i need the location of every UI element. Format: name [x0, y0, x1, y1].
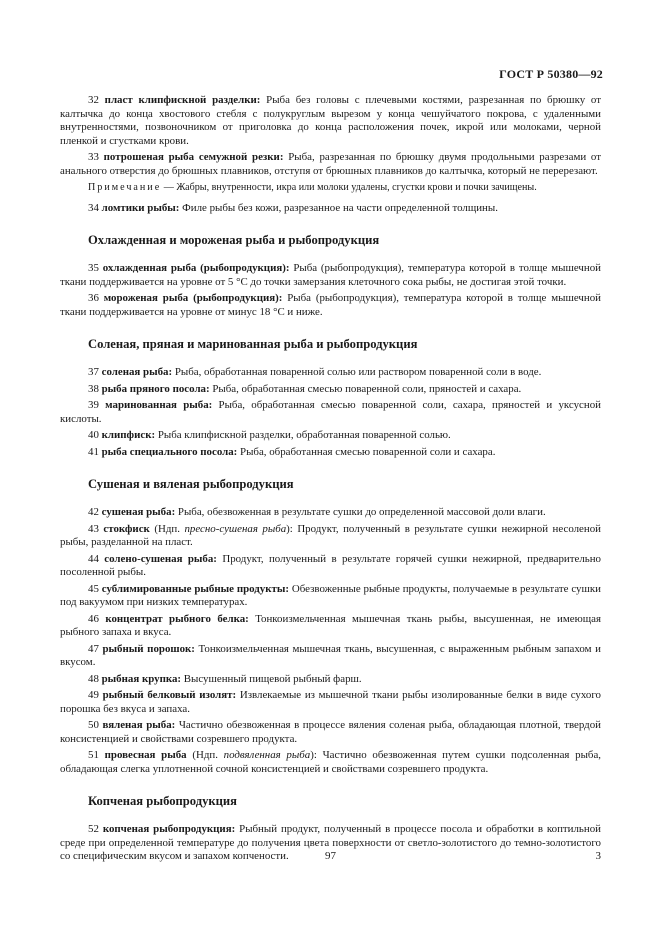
- entry: 44 солено-сушеная рыба: Продукт, полученный в результате горячей сушки нежирной, предварительно посоленной рыбы.: [60, 552, 601, 578]
- term: провесная рыба: [104, 749, 187, 761]
- deprecated-term: подвяленная рыба: [223, 749, 311, 761]
- term: вяленая рыба:: [102, 719, 176, 731]
- term: рыба специального посола:: [101, 445, 238, 458]
- term: маринованная рыба:: [105, 399, 213, 411]
- note-label: Примечание: [88, 182, 162, 193]
- document-id: ГОСТ Р 50380—92: [499, 67, 603, 81]
- entry: 40 клипфиск: Рыба клипфискной разделки, обработанная поваренной солью.: [88, 429, 451, 441]
- entry: 51 провесная рыба (Ндп. подвяленная рыба): Частично обезвоженная путем сушки подсоленная рыба, обладающая слегка уплотненной сочной консистенцией и свойствами созревшего продукта.: [60, 749, 601, 775]
- entry: 32 пласт клипфискной разделки: Рыба без головы с плечевыми костями, разрезанная по брюшку от калтычка до конца хвостового стебля с полукруглым вырезом у конца чешуйчатого покрова, с удаленными внутренностями, позвоночником от приголовка до конца расположения почек, икрой или молоками, черной пленкой и сгустками крови.: [60, 94, 601, 147]
- term: сушеная рыба:: [101, 506, 176, 518]
- sheet-number: 3: [595, 850, 601, 862]
- entry: 36 мороженая рыба (рыбопродукция): Рыба (рыбопродукция), температура которой в толще мышечной ткани поддерживается на уровне от минус 18 °С и ниже.: [60, 292, 601, 318]
- term: копченая рыбопродукция:: [102, 823, 236, 835]
- term: сублимированные рыбные продукты:: [101, 582, 289, 595]
- term: стокфиск: [103, 522, 150, 535]
- entry: 35 охлажденная рыба (рыбопродукция): Рыба (рыбопродукция), температура которой в толще мышечной ткани поддерживается на уровне от 5 °С до точки замерзания клеточного сока рыбы, не достигая этой точки.: [60, 262, 601, 288]
- deprecated-term: пресно-сушеная рыба: [184, 522, 287, 535]
- entry: 49 рыбный белковый изолят: Извлекаемые из мышечной ткани рыбы изолированные белки в виде сухого порошка без вкуса и запаха.: [60, 689, 601, 715]
- section-heading: Копченая рыбопродукция: [88, 794, 237, 808]
- term: ломтики рыбы:: [101, 201, 180, 214]
- entry: 41 рыба специального посола: Рыба, обработанная смесью поваренной соли и сахара.: [88, 445, 496, 458]
- entry: 46 концентрат рыбного белка: Тонкоизмельченная мышечная ткань рыбы, высушенная, не имеющая рыбного запаха и вкуса.: [60, 612, 601, 638]
- section-heading: Охлажденная и мороженая рыба и рыбопродукция: [88, 233, 380, 247]
- entry: 42 сушеная рыба: Рыба, обезвоженная в результате сушки до определенной массовой доли влаги.: [88, 506, 546, 518]
- term: пласт клипфискной разделки:: [104, 94, 261, 106]
- note: Примечание — Жабры, внутренности, икра или молоки удалены, сгустки крови и почки зачищены.: [88, 182, 537, 193]
- term: мороженая рыба (рыбопродукция):: [103, 292, 283, 304]
- entry: 50 вяленая рыба: Частично обезвоженная в процессе вяления соленая рыба, обладающая плотной, твердой консистенцией и свойствами созревшего продукта.: [60, 719, 601, 745]
- entry: 39 маринованная рыба: Рыба, обработанная смесью поваренной соли, сахара, пряностей и уксусной кислоты.: [60, 399, 601, 425]
- entry: 33 потрошеная рыба семужной резки: Рыба, разрезанная по брюшку двумя продольными разрезами от анального отверстия до брюшных плавников, отступя от брюшных плавников до калтычка, который не перерезают.: [60, 151, 601, 177]
- term: рыбный порошок:: [102, 642, 195, 655]
- section-heading: Соленая, пряная и маринованная рыба и рыбопродукция: [88, 337, 418, 351]
- entry: 43 стокфиск (Ндп. пресно-сушеная рыба): Продукт, полученный в результате сушки нежирной несоленой рыбы, разделанной на пласт.: [60, 522, 601, 548]
- entry: 38 рыба пряного посола: Рыба, обработанная смесью поваренной соли, пряностей и сахара.: [88, 382, 522, 395]
- entry: 52 копченая рыбопродукция: Рыбный продукт, полученный в процессе посола и обработки в коптильной среде при определенной температуре до получения цвета поверхности от светло-золотистого до темно-золотистого со специфическим вкусом и запахом копчености.: [60, 823, 601, 862]
- term: соленая рыба:: [101, 366, 173, 378]
- entry: 34 ломтики рыбы: Филе рыбы без кожи, разрезанное на части определенной толщины.: [88, 201, 498, 214]
- term: рыбная крупка:: [101, 672, 182, 685]
- term: рыбный белковый изолят:: [102, 689, 237, 701]
- entry: 37 соленая рыба: Рыба, обработанная поваренной солью или раствором поваренной соли в воде.: [88, 366, 542, 378]
- entry: 48 рыбная крупка: Высушенный пищевой рыбный фарш.: [88, 672, 362, 685]
- entry: 45 сублимированные рыбные продукты: Обезвоженные рыбные продукты, получаемые в результате сушки под вакуумом при низких температурах.: [60, 582, 601, 608]
- entry: 47 рыбный порошок: Тонкоизмельченная мышечная ткань, высушенная, с выраженным рыбным запахом и вкусом.: [60, 642, 601, 668]
- term: клипфиск:: [101, 429, 156, 441]
- term: потрошеная рыба семужной резки:: [103, 151, 284, 163]
- term: рыба пряного посола:: [101, 382, 210, 395]
- section-heading: Сушеная и вяленая рыбопродукция: [88, 477, 294, 491]
- term: концентрат рыбного белка:: [105, 612, 249, 625]
- term: охлажденная рыба (рыбопродукция):: [102, 262, 290, 274]
- term: солено-сушеная рыба:: [104, 552, 217, 565]
- page-number: 97: [325, 850, 336, 862]
- page-content: [60, 94, 601, 867]
